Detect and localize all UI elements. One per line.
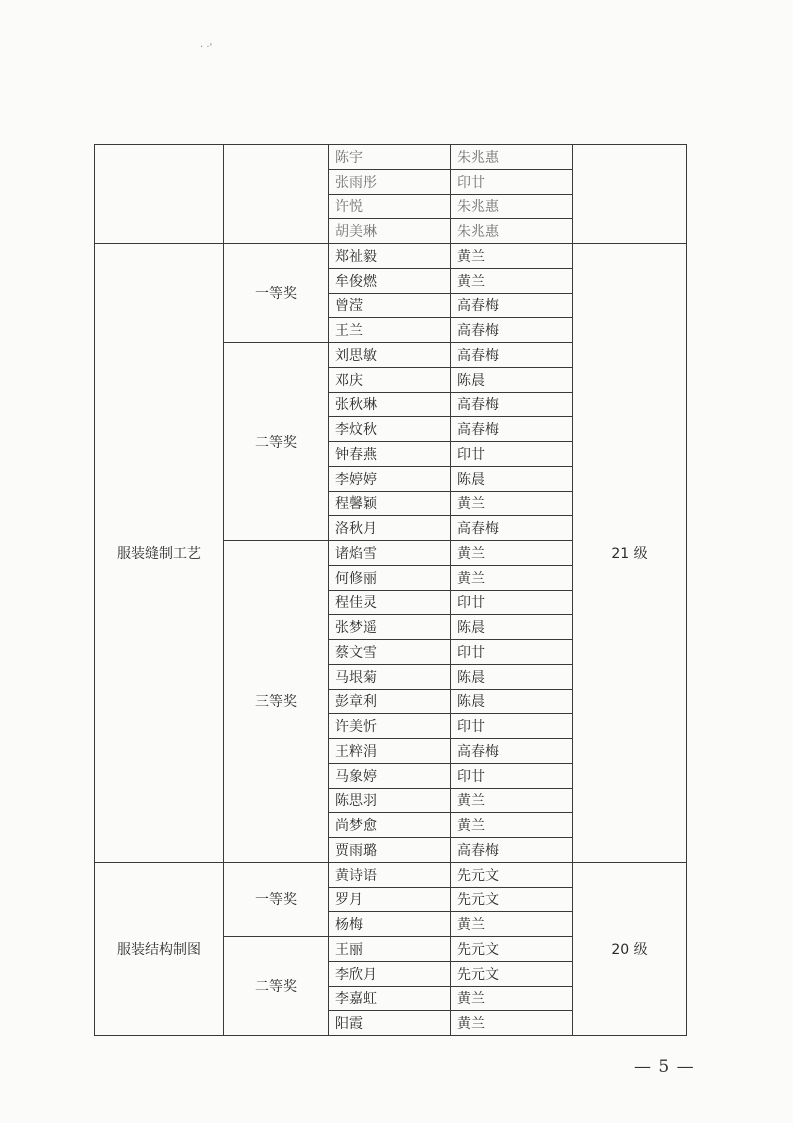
table-row	[95, 862, 687, 887]
student-name-cell: 钟春燕	[329, 442, 451, 467]
teacher-name-cell: 黄兰	[451, 491, 573, 516]
teacher-name-cell: 陈晨	[451, 664, 573, 689]
teacher-name-cell: 黄兰	[451, 813, 573, 838]
student-name-cell: 刘思敏	[329, 343, 451, 368]
student-name-cell: 李嘉虹	[329, 986, 451, 1011]
student-name-cell: 洛秋月	[329, 516, 451, 541]
student-name-cell: 彭章利	[329, 689, 451, 714]
grade-cell: 21 级	[573, 244, 687, 863]
teacher-name-cell: 高春梅	[451, 739, 573, 764]
category-cell	[95, 145, 224, 244]
student-name-cell: 张秋琳	[329, 392, 451, 417]
teacher-name-cell: 印廿	[451, 590, 573, 615]
table-row	[95, 244, 687, 269]
teacher-name-cell: 朱兆惠	[451, 145, 573, 170]
teacher-name-cell: 先元文	[451, 961, 573, 986]
scan-mark: · ·'	[200, 42, 213, 53]
student-name-cell: 贾雨璐	[329, 838, 451, 863]
student-name-cell: 杨梅	[329, 912, 451, 937]
teacher-name-cell: 高春梅	[451, 417, 573, 442]
teacher-name-cell: 先元文	[451, 887, 573, 912]
student-name-cell: 黄诗语	[329, 862, 451, 887]
teacher-name-cell: 黄兰	[451, 268, 573, 293]
student-name-cell: 李炆秋	[329, 417, 451, 442]
teacher-name-cell: 先元文	[451, 937, 573, 962]
teacher-name-cell: 陈晨	[451, 466, 573, 491]
award-level-cell: 一等奖	[224, 862, 329, 936]
award-level-cell: 二等奖	[224, 343, 329, 541]
award-level-cell: 三等奖	[224, 541, 329, 863]
student-name-cell: 阳霞	[329, 1011, 451, 1036]
teacher-name-cell: 黄兰	[451, 1011, 573, 1036]
teacher-name-cell: 黄兰	[451, 912, 573, 937]
teacher-name-cell: 高春梅	[451, 838, 573, 863]
student-name-cell: 曾滢	[329, 293, 451, 318]
award-table-body	[95, 145, 687, 1036]
grade-cell	[573, 145, 687, 244]
student-name-cell: 王粹涓	[329, 739, 451, 764]
student-name-cell: 诸焰雪	[329, 541, 451, 566]
teacher-name-cell: 陈晨	[451, 367, 573, 392]
student-name-cell: 牟俊燃	[329, 268, 451, 293]
student-name-cell: 许悦	[329, 194, 451, 219]
award-table	[94, 144, 687, 1036]
student-name-cell: 张雨彤	[329, 169, 451, 194]
teacher-name-cell: 黄兰	[451, 244, 573, 269]
grade-cell: 20 级	[573, 862, 687, 1035]
student-name-cell: 邓庆	[329, 367, 451, 392]
teacher-name-cell: 高春梅	[451, 293, 573, 318]
student-name-cell: 陈思羽	[329, 788, 451, 813]
teacher-name-cell: 陈晨	[451, 689, 573, 714]
teacher-name-cell: 朱兆惠	[451, 194, 573, 219]
teacher-name-cell: 陈晨	[451, 615, 573, 640]
teacher-name-cell: 高春梅	[451, 392, 573, 417]
student-name-cell: 蔡文雪	[329, 640, 451, 665]
student-name-cell: 郑祉毅	[329, 244, 451, 269]
student-name-cell: 罗月	[329, 887, 451, 912]
teacher-name-cell: 黄兰	[451, 986, 573, 1011]
student-name-cell: 李欣月	[329, 961, 451, 986]
teacher-name-cell: 印廿	[451, 763, 573, 788]
student-name-cell: 程馨颖	[329, 491, 451, 516]
student-name-cell: 李婷婷	[329, 466, 451, 491]
teacher-name-cell: 黄兰	[451, 788, 573, 813]
category-cell: 服装结构制图	[95, 862, 224, 1035]
teacher-name-cell: 高春梅	[451, 318, 573, 343]
student-name-cell: 许美忻	[329, 714, 451, 739]
category-cell: 服装缝制工艺	[95, 244, 224, 863]
award-level-cell	[224, 145, 329, 244]
teacher-name-cell: 先元文	[451, 862, 573, 887]
teacher-name-cell: 高春梅	[451, 343, 573, 368]
teacher-name-cell: 朱兆惠	[451, 219, 573, 244]
table-row	[95, 145, 687, 170]
student-name-cell: 马象婷	[329, 763, 451, 788]
student-name-cell: 张梦遥	[329, 615, 451, 640]
student-name-cell: 尚梦愈	[329, 813, 451, 838]
award-level-cell: 二等奖	[224, 937, 329, 1036]
teacher-name-cell: 印廿	[451, 714, 573, 739]
student-name-cell: 陈宇	[329, 145, 451, 170]
teacher-name-cell: 黄兰	[451, 541, 573, 566]
award-level-cell: 一等奖	[224, 244, 329, 343]
student-name-cell: 胡美琳	[329, 219, 451, 244]
student-name-cell: 王兰	[329, 318, 451, 343]
page-number: — 5 —	[634, 1057, 695, 1077]
student-name-cell: 何修丽	[329, 565, 451, 590]
teacher-name-cell: 印廿	[451, 169, 573, 194]
student-name-cell: 王丽	[329, 937, 451, 962]
student-name-cell: 马垠菊	[329, 664, 451, 689]
teacher-name-cell: 印廿	[451, 640, 573, 665]
teacher-name-cell: 高春梅	[451, 516, 573, 541]
teacher-name-cell: 印廿	[451, 442, 573, 467]
student-name-cell: 程佳灵	[329, 590, 451, 615]
teacher-name-cell: 黄兰	[451, 565, 573, 590]
